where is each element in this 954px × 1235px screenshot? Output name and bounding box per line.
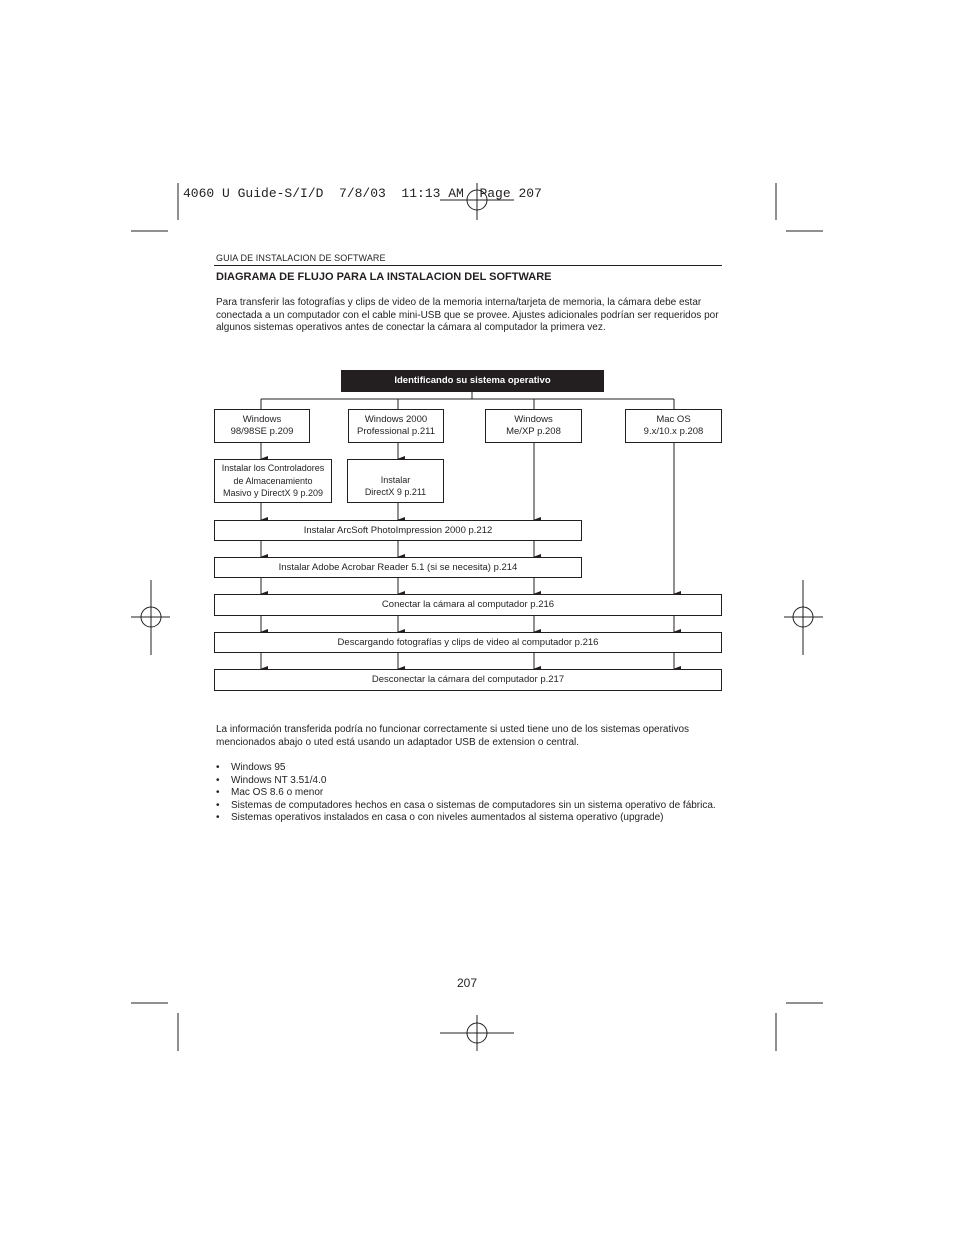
list-item [216,812,716,825]
list-item [216,775,716,788]
flow-os-win2000: Windows 2000 Professional p.211 [348,409,444,443]
flow-identify-os: Identificando su sistema operativo [341,370,604,392]
flow-os-macos: Mac OS 9.x/10.x p.208 [625,409,722,443]
flow-os-winmexp: Windows Me/XP p.208 [485,409,582,443]
page-title: DIAGRAMA DE FLUJO PARA LA INSTALACION DEL SOFTWARE [216,271,552,283]
bullet-dot: • [216,762,220,773]
section-label: GUIA DE INSTALACION DE SOFTWARE [216,253,386,263]
flow-install-directx: Instalar DirectX 9 p.211 [347,459,444,503]
list-item-text: Mac OS 8.6 o menor [231,787,324,798]
list-item [216,787,716,800]
flow-install-drivers: Instalar los Controladores de Almacenamiento Masivo y DirectX 9 p.209 [214,459,332,503]
flow-disconnect-camera: Desconectar la cámara del computador p.217 [214,669,722,691]
list-item [216,762,716,775]
flow-install-acrobat: Instalar Adobe Acrobar Reader 5.1 (si se necesita) p.214 [214,557,582,578]
flow-install-arcsoft: Instalar ArcSoft PhotoImpression 2000 p.212 [214,520,582,541]
flow-download-files: Descargando fotografías y clips de video al computador p.216 [214,632,722,653]
intro-paragraph: Para transferir las fotografías y clips de video de la memoria interna/tarjeta de memoria, la cámara debe estar conectada a un computador con el cable mini-USB que se provee. Ajustes adicionales podrían ser requeridos por algunos sistemas operativos antes de conectar la cámara al computador la primera vez. [216,297,719,333]
os-warning-list [216,762,716,825]
bullet-dot: • [216,787,220,798]
note-paragraph: La información transferida podría no funcionar correctamente si usted tiene uno de los sistemas operativos mencionados abajo o uted está usando un adaptador USB de extension o central. [216,724,690,748]
bullet-dot: • [216,799,220,811]
bullet-dot: • [216,812,220,823]
bullet-dot: • [216,774,220,786]
page-number: 207 [457,976,478,990]
list-item-text: Windows 95 [231,762,286,773]
list-item-text: Sistemas operativos instalados en casa o con niveles aumentados al sistema operativo (upgrade) [231,812,664,823]
list-item [216,800,716,813]
list-item-text: Sistemas de computadores hechos en casa o sistemas de computadores sin un sistema operativo de fábrica. [231,799,716,811]
flow-os-win98: Windows 98/98SE p.209 [214,409,310,443]
list-item-text: Windows NT 3.51/4.0 [231,774,327,786]
flow-connect-camera: Conectar la cámara al computador p.216 [214,594,722,616]
print-slug: 4060 U Guide-S/I/D 7/8/03 11:13 AM Page 207 [183,186,542,201]
